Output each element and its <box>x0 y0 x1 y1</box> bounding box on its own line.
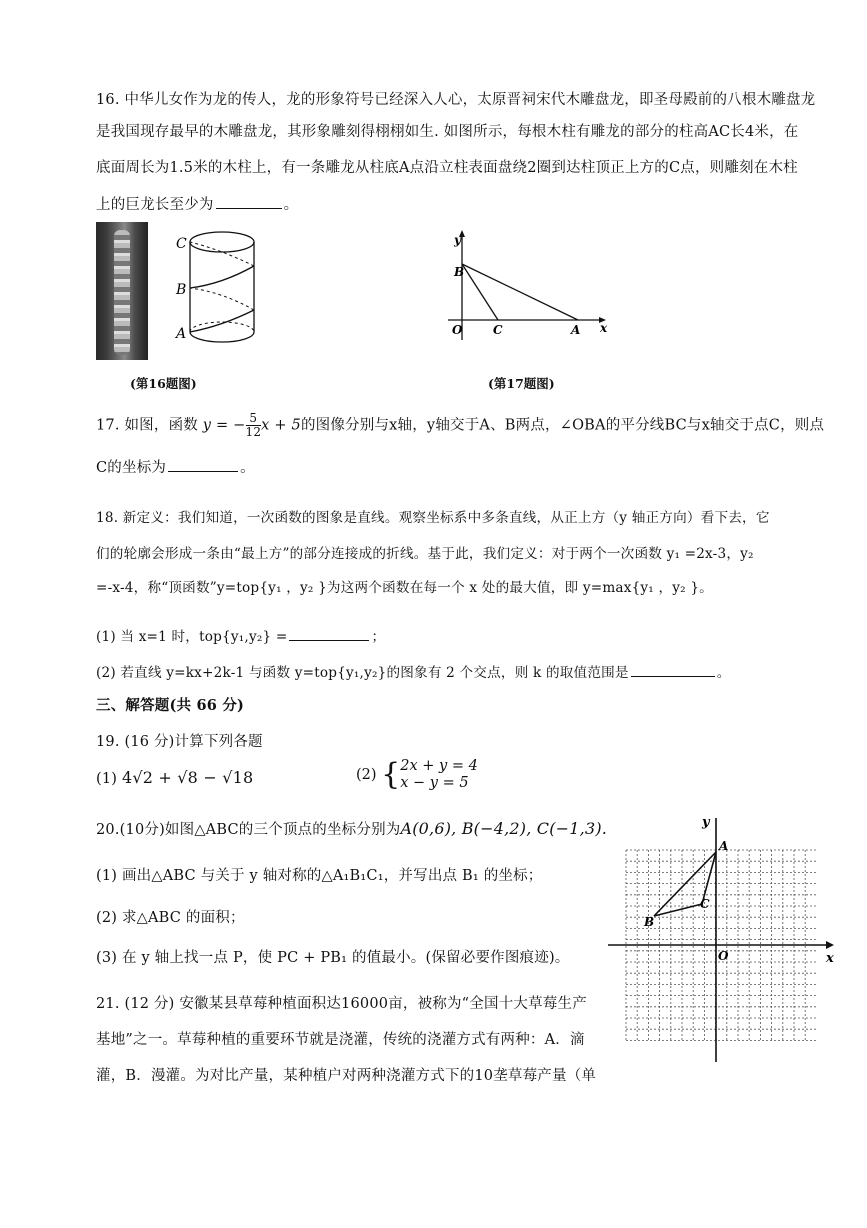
q18-sub-1-text: (1) 当 x=1 时，top{y₁,y₂} = <box>96 629 288 645</box>
cylinder-label-a: A <box>176 326 187 342</box>
q20-grid-figure <box>604 810 840 1065</box>
q17-prefix: 17. 如图，函数 <box>96 417 198 434</box>
q19-sub-1 <box>96 768 253 787</box>
q17-graph <box>440 228 620 344</box>
q18-sub-2-text: (2) 若直线 y=kx+2k-1 与函数 y=top{y₁,y₂}的图象有 2 个交点，则 k 的取值范围是 <box>96 665 629 681</box>
q19-sub-2-label: (2) <box>356 767 377 783</box>
q21-line-3: 灌，B．漫灌。为对比产量，某种植户对两种浇灌方式下的10垄草莓产量（单 <box>96 1068 597 1084</box>
q17-label-o: O <box>452 323 463 337</box>
q16-line-4-end: 。 <box>283 197 299 213</box>
q17-line-2-text: C的坐标为 <box>96 460 167 476</box>
q17-line-2-end: 。 <box>240 460 255 476</box>
q19-eq-1: 2x + y = 4 <box>400 758 478 774</box>
q21-line-1: 21. (12 分) 安徽某县草莓种植面积达16000亩，被称为“全国十大草莓生产 <box>96 996 587 1012</box>
q20-label-a: A <box>719 839 729 853</box>
q18-sub-2 <box>96 660 731 681</box>
q19-title: 19. (16 分)计算下列各题 <box>96 734 263 750</box>
q20-label-b: B <box>644 915 655 929</box>
q16-line-2: 是我国现存最早的木雕盘龙，其形象雕刻得栩栩如生. 如图所示，每根木柱有雕龙的部分的柱高AC长4米，在 <box>96 124 799 140</box>
q18-sub-1-end: ； <box>371 629 386 645</box>
q20-line-1 <box>96 818 607 839</box>
q17-eq-right: x + 5 <box>261 417 301 434</box>
helix-front-1 <box>190 310 254 332</box>
q18-sub-2-end: 。 <box>716 665 731 681</box>
q18-sub-2-blank <box>631 660 715 677</box>
cylinder-figure <box>170 222 270 362</box>
q17-frac-den: 12 <box>245 425 262 439</box>
q17-label-b: B <box>454 265 465 279</box>
q20-label-y: y <box>702 815 710 830</box>
q20-sub-1: (1) 画出△ABC 与关于 y 轴对称的△A₁B₁C₁，并写出点 B₁ 的坐标； <box>96 868 543 884</box>
q17-frac-num: 5 <box>246 412 262 426</box>
q20-label-o: O <box>718 949 729 963</box>
q17-label-x: x <box>600 321 608 335</box>
cylinder-label-c: C <box>176 236 187 252</box>
q17-label-a: A <box>571 323 581 337</box>
q20-sub-2: (2) 求△ABC 的面积； <box>96 910 245 926</box>
q20-x-arrow <box>826 941 834 949</box>
q17-label-c: C <box>493 323 503 337</box>
q19-system-brace: { <box>381 757 401 792</box>
q16-line-4 <box>96 192 298 214</box>
q17-fraction <box>246 412 262 439</box>
q19-sub-1-expr: 4√2 + √8 − √18 <box>121 768 254 787</box>
q17-eq-left: y = − <box>202 417 246 434</box>
q16-line-3: 底面周长为1.5米的木柱上，有一条雕龙从柱底A点沿立柱表面盘绕2圈到达柱顶正上方的C点，则雕刻在木柱 <box>96 160 798 176</box>
q20-label-c: C <box>700 897 710 911</box>
cylinder-bottom-front <box>190 332 254 342</box>
q19-sub-2 <box>356 758 478 792</box>
cylinder-label-b: B <box>176 282 187 298</box>
dragon-pillar-photo <box>96 222 148 360</box>
helix-back-1 <box>190 288 254 310</box>
q20-dashed-grid <box>626 850 816 1042</box>
q17-line-2 <box>96 455 255 477</box>
q16-caption: (第16题图) <box>130 376 197 391</box>
q16-answer-blank <box>216 192 282 209</box>
section-3-title: 三、解答题(共 66 分) <box>96 697 245 714</box>
q20-coords: A(0,6), B(−4,2), C(−1,3). <box>400 819 608 838</box>
q20-line-1-text: 20.(10分)如图△ABC的三个顶点的坐标分别为 <box>96 822 401 838</box>
q20-label-x: x <box>826 951 834 966</box>
cylinder-top <box>190 232 254 252</box>
q19-system <box>400 758 478 792</box>
q18-line-3: =-x-4，称“顶函数”y=top{y₁ ，y₂ }为这两个函数在每一个 x 处的最大值，即 y=max{y₁ ，y₂ }。 <box>96 580 713 596</box>
helix-front-2 <box>190 266 254 288</box>
q17-line-1 <box>96 412 824 439</box>
q17-rest: 的图像分别与x轴，y轴交于A、B两点，∠OBA的平分线BC与x轴交于点C，则点 <box>300 417 825 434</box>
helix-back-2 <box>190 242 254 266</box>
q18-line-1: 18. 新定义：我们知道，一次函数的图象是直线。观察坐标系中多条直线，从正上方（y 轴正方向）看下去，它 <box>96 510 770 526</box>
q16-line-4-text: 上的巨龙长至少为 <box>96 197 214 213</box>
q18-sub-1-blank <box>289 624 369 641</box>
q21-line-2: 基地”之一。草莓种植的重要环节就是浇灌，传统的浇灌方式有两种：A．滴 <box>96 1032 585 1048</box>
q17-label-y: y <box>454 233 461 247</box>
q19-sub-1-label: (1) <box>96 771 118 787</box>
q17-answer-blank <box>168 455 238 472</box>
q17-caption: (第17题图) <box>488 376 555 391</box>
q18-sub-1 <box>96 624 385 645</box>
q16-line-1: 16. 中华儿女作为龙的传人，龙的形象符号已经深入人心，太原晋祠宋代木雕盘龙，即圣母殿前的八根木雕盘龙 <box>96 92 816 108</box>
q20-sub-3: (3) 在 y 轴上找一点 P，使 PC + PB₁ 的值最小。(保留必要作图痕迹)。 <box>96 950 570 966</box>
q19-eq-2: x − y = 5 <box>400 775 469 791</box>
q18-line-2: 们的轮廓会形成一条由“最上方”的部分连接成的折线。基于此，我们定义：对于两个一次函数 y₁ =2x-3，y₂ <box>96 546 754 562</box>
